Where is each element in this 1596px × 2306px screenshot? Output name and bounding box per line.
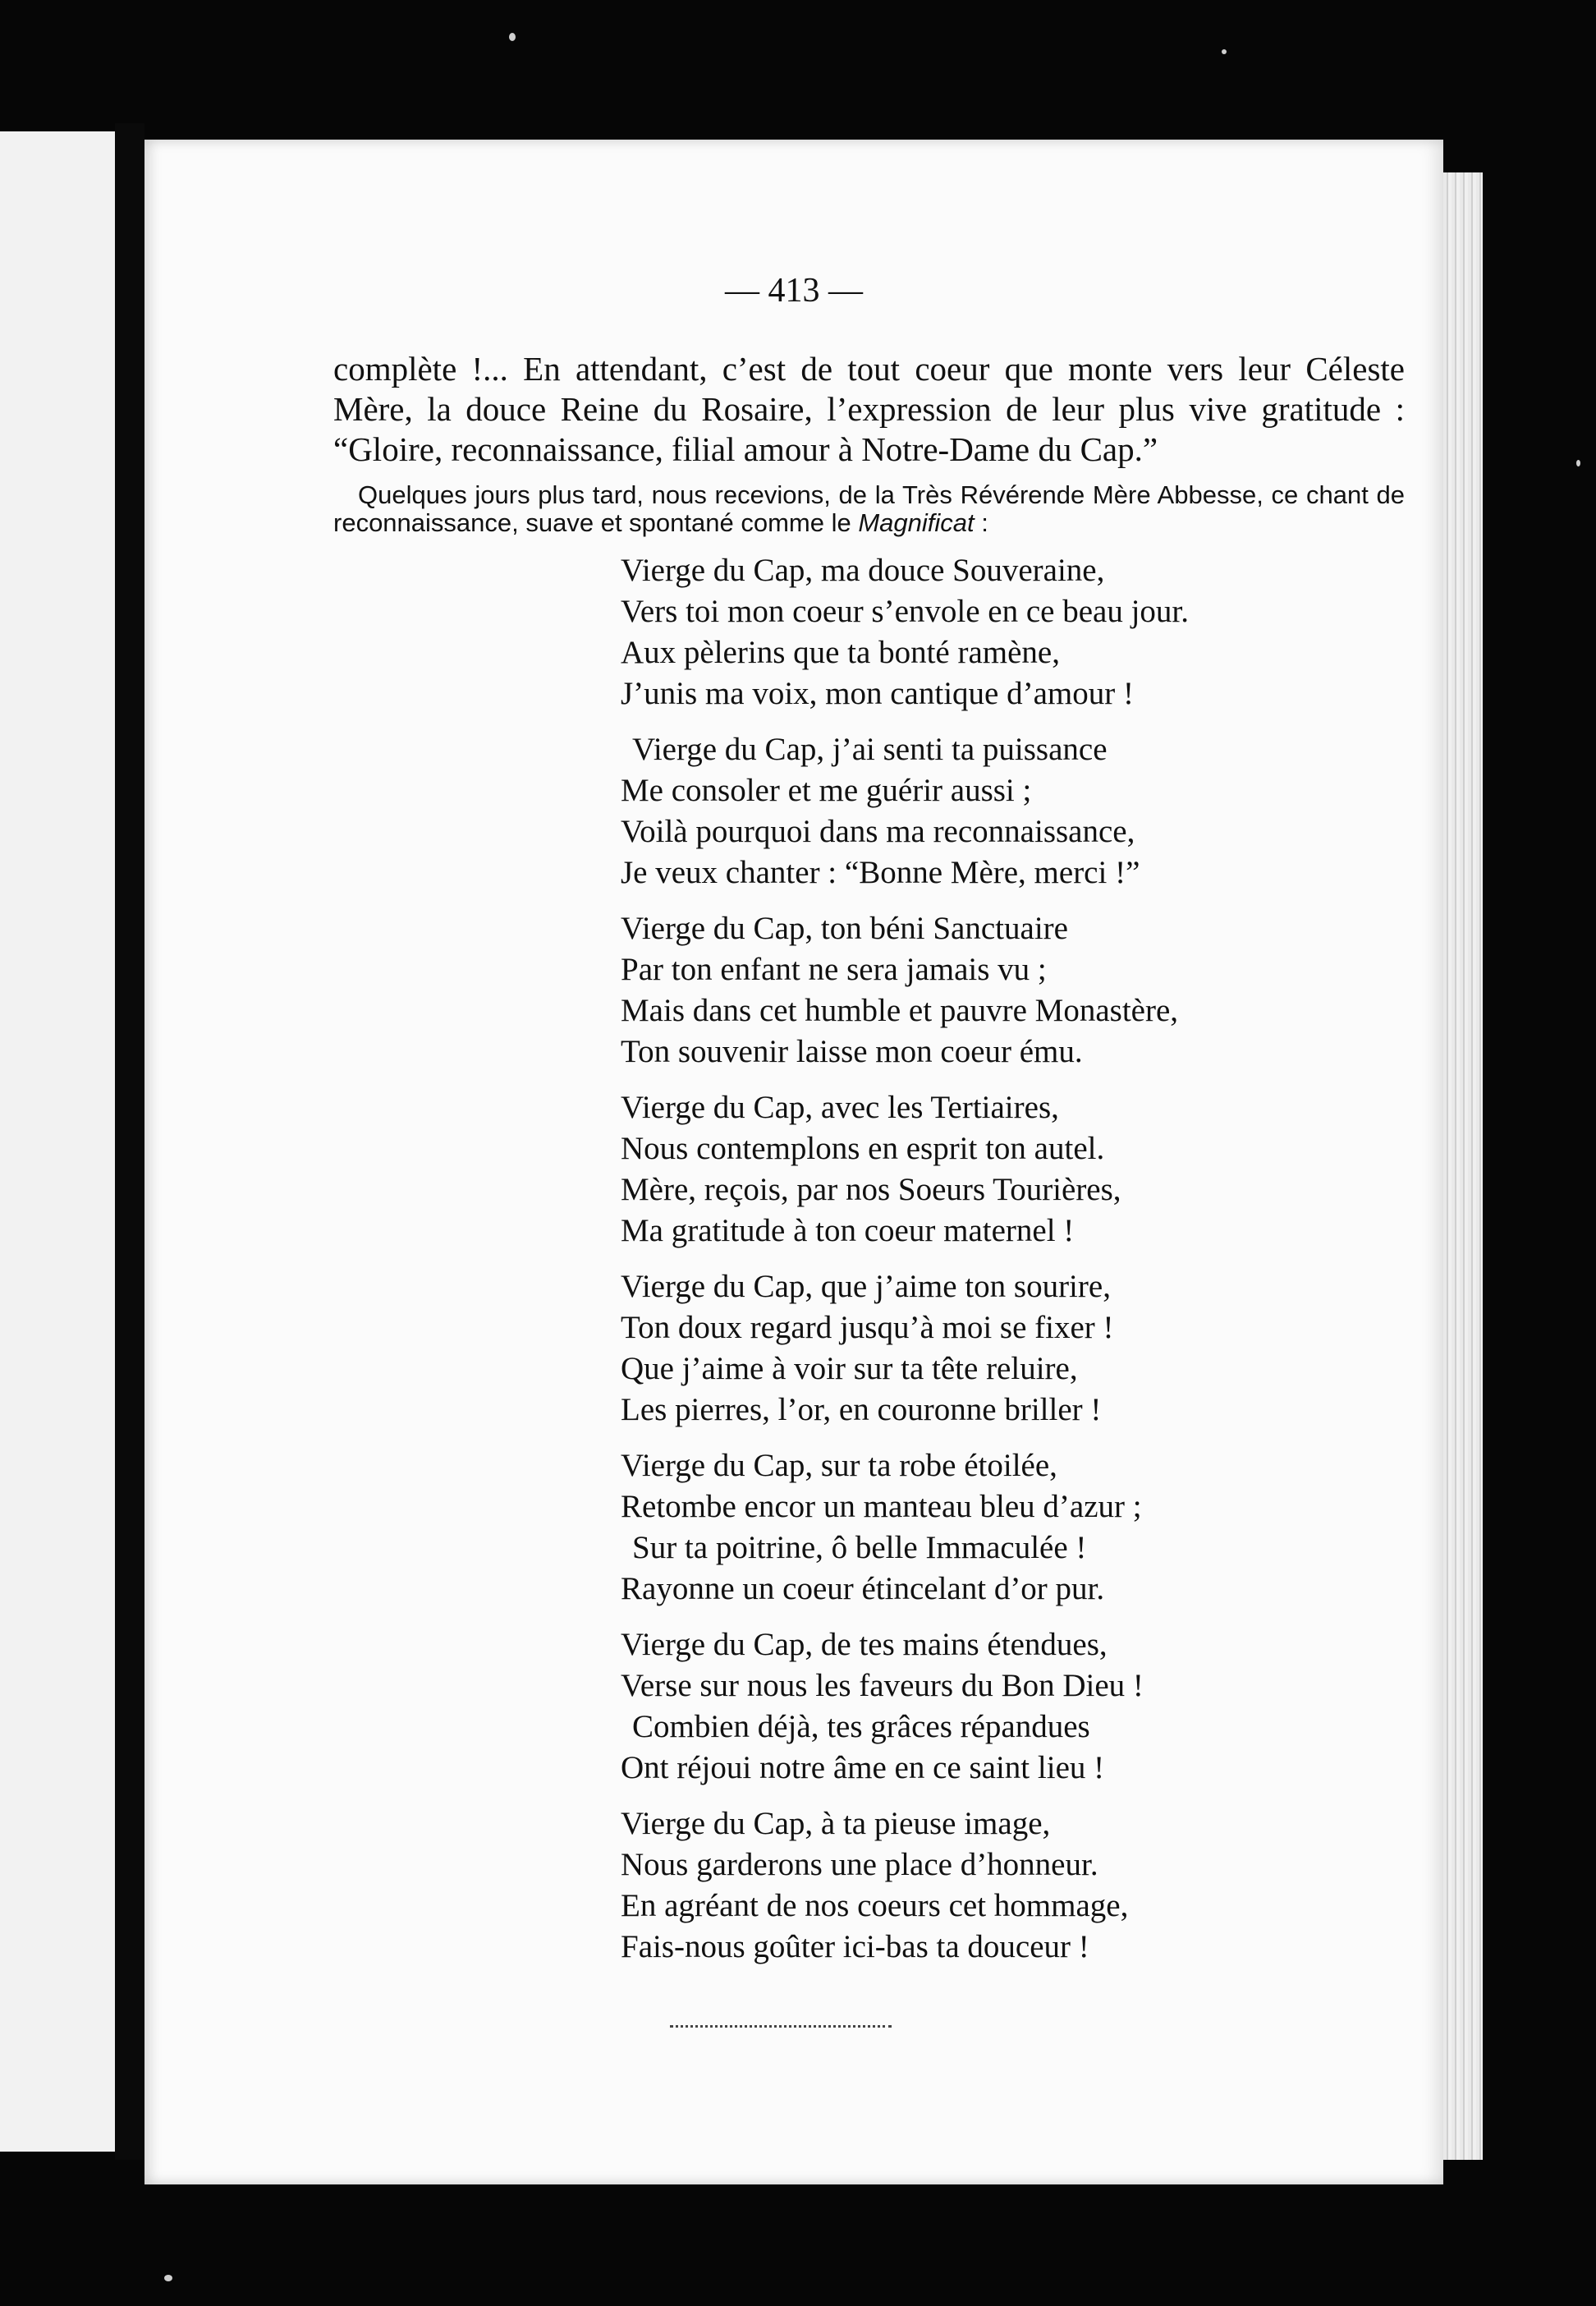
stanza [621,729,1360,893]
verse: Combien déjà, tes grâces répandues [632,1709,1090,1744]
book-page [144,140,1443,2184]
verse: J’unis ma voix, mon cantique d’amour ! [621,676,1134,711]
stanza [621,1624,1360,1789]
verse: Retombe encor un manteau bleu d’azur ; [621,1489,1142,1524]
verse: Sur ta poitrine, ô belle Immaculée ! [632,1530,1087,1565]
end-ornament-rule [670,2025,892,2028]
verse: Mère, reçois, par nos Soeurs Tourières, [621,1172,1121,1207]
verse: Vers toi mon coeur s’envole en ce beau jour. [621,594,1190,629]
verse: Voilà pourquoi dans ma reconnaissance, [621,814,1135,849]
verse: En agréant de nos coeurs cet hommage, [621,1888,1129,1923]
stanza [621,908,1360,1073]
verse: Vierge du Cap, avec les Tertiaires, [621,1090,1059,1125]
verse: Vierge du Cap, que j’aime ton sourire, [621,1269,1111,1304]
dust-speck [1222,49,1227,54]
paragraph: complète !... En attendant, c’est de tout coeur que monte vers leur Céleste Mère, la douce Reine du Rosaire, l’expression de leur plus vive gratitude : “Gloire, reconnaissance, filial amour à Notre-Dame du Cap.” [333,350,1405,468]
dust-speck [509,33,516,41]
verse: Vierge du Cap, j’ai senti ta puissance [632,732,1108,767]
intro-text: Quelques jours plus tard, nous recevions, de la Très Révérende Mère Abbesse, ce chant de reconnaissance, suave et spontané comme le [333,480,1405,537]
poem [621,550,1360,1982]
stanza [621,1445,1360,1610]
verse: Par ton enfant ne sera jamais vu ; [621,952,1047,987]
page-number: — 413 — [725,272,863,310]
page-stack-edges [1443,172,1483,2160]
verse: Mais dans cet humble et pauvre Monastère, [621,993,1179,1028]
verse: Ma gratitude à ton coeur maternel ! [621,1213,1075,1248]
dust-speck [1576,460,1580,466]
book-spine [115,123,144,2160]
verse: Me consoler et me guérir aussi ; [621,773,1032,808]
verse: Vierge du Cap, à ta pieuse image, [621,1806,1051,1841]
verse: Rayonne un coeur étincelant d’or pur. [621,1571,1105,1606]
body-text [333,349,1405,537]
verse: Nous contemplons en esprit ton autel. [621,1131,1105,1166]
verse: Nous garderons une place d’honneur. [621,1847,1098,1882]
verse: Vierge du Cap, de tes mains étendues, [621,1627,1108,1662]
verse: Verse sur nous les faveurs du Bon Dieu ! [621,1668,1144,1703]
verse: Aux pèlerins que ta bonté ramène, [621,635,1060,670]
dust-speck [164,2275,172,2281]
verse: Vierge du Cap, ma douce Souveraine, [621,553,1105,588]
verse: Je veux chanter : “Bonne Mère, merci !” [621,855,1140,890]
verse: Fais-nous goûter ici-bas ta douceur ! [621,1929,1089,1964]
intro-paragraph [333,481,1405,537]
intro-tail: : [974,508,988,537]
stanza [621,1266,1360,1431]
previous-page-edge [0,131,115,2152]
verse: Ton doux regard jusqu’à moi se fixer ! [621,1310,1114,1345]
verse: Vierge du Cap, ton béni Sanctuaire [621,911,1068,946]
verse: Ton souvenir laisse mon coeur ému. [621,1034,1083,1069]
verse: Ont réjoui notre âme en ce saint lieu ! [621,1750,1105,1785]
verse: Que j’aime à voir sur ta tête reluire, [621,1351,1078,1386]
verse: Vierge du Cap, sur ta robe étoilée, [621,1448,1057,1483]
verse: Les pierres, l’or, en couronne briller ! [621,1392,1102,1427]
stanza [621,550,1360,714]
stanza [621,1087,1360,1252]
intro-italic-word: Magnificat [858,508,975,537]
stanza [621,1803,1360,1968]
